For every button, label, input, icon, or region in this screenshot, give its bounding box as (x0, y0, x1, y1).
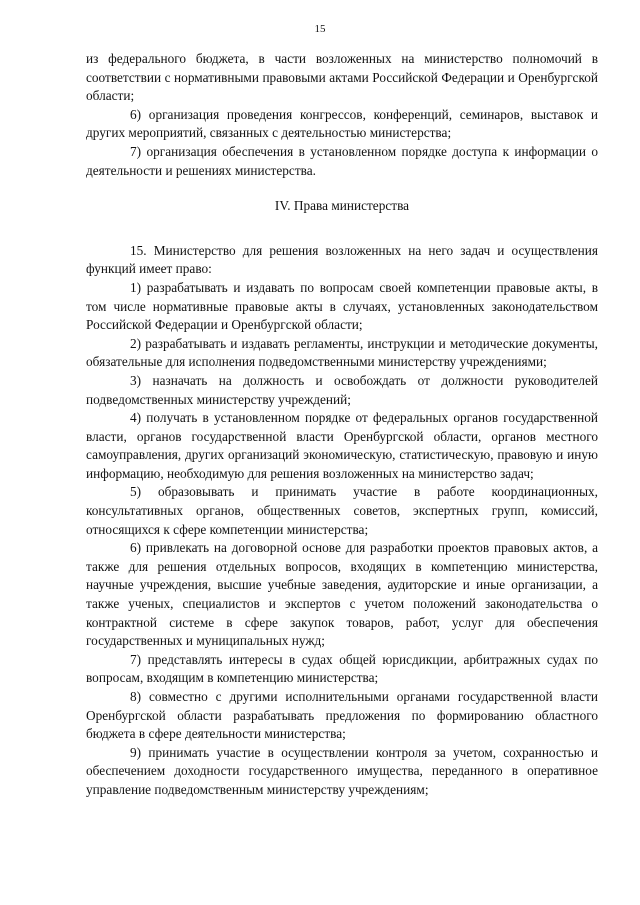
right-item-8: 8) совместно с другими исполнительными органами государственной власти Оренбургской области разрабатывать предложения по формированию областного бюджета в сфере деятельности министерства; (86, 689, 598, 742)
page-number: 15 (314, 23, 326, 35)
right-item-9: 9) принимать участие в осуществлении контроля за учетом, сохранностью и обеспечением доходности государственного имущества, переданного в оперативное управление подведомственным министерству учреждениям; (86, 744, 598, 797)
right-item-1: 1) разрабатывать и издавать по вопросам своей компетенции правовые акты, в том числе нормативные правовые акты в случаях, установленных законодательством Российской Федерации и Оренбургской области; (86, 279, 598, 333)
paragraph-item-6: 6) организация проведения конгрессов, конференций, семинаров, выставок и других мероприятий, связанных с деятельностью министерства; (86, 106, 598, 141)
right-item-3: 3) назначать на должность и освобождать от должности руководителей подведомственных министерству учреждений; (86, 372, 598, 407)
document-body (86, 50, 598, 800)
paragraph-item-7: 7) организация обеспечения в установленном порядке доступа к информации о деятельности и решениях министерства. (86, 143, 598, 178)
right-item-5: 5) образовывать и принимать участие в работе координационных, консультативных органов, общественных советов, экспертных групп, комиссий, относящихся к сфере компетенции министерства; (86, 484, 598, 537)
right-item-2: 2) разрабатывать и издавать регламенты, инструкции и методические документы, обязательные для исполнения подведомственными министерству учреждениями; (86, 335, 598, 370)
paragraph-continuation: из федерального бюджета, в части возложенных на министерство полномочий в соответствии с нормативными правовыми актами Российской Федерации и Оренбургской области; (86, 51, 598, 104)
right-item-4: 4) получать в установленном порядке от федеральных органов государственной власти, органов государственной власти Оренбургской области, органов местного самоуправления, других организаций экономическую, статистическую, правовую и иную информацию, необходимую для решения возложенных на министерство задач; (86, 410, 598, 481)
paragraph-15: 15. Министерство для решения возложенных на него задач и осуществления функций имеет право: (86, 242, 598, 277)
section-title: IV. Права министерства (274, 198, 410, 214)
right-item-7: 7) представлять интересы в судах общей юрисдикции, арбитражных судах по вопросам, входящим в компетенцию министерства; (86, 651, 598, 686)
right-item-6: 6) привлекать на договорной основе для разработки проектов правовых актов, а также для решения отдельных вопросов, входящих в компетенцию министерства, научные учреждения, высшие учебные заведения, аудиторские и иные организации, а также ученых, специалистов и экспертов с учетом положений законодательства о контрактной системе в сфере закупок товаров, работ, услуг для обеспечения государственных и муниципальных нужд; (86, 540, 598, 649)
